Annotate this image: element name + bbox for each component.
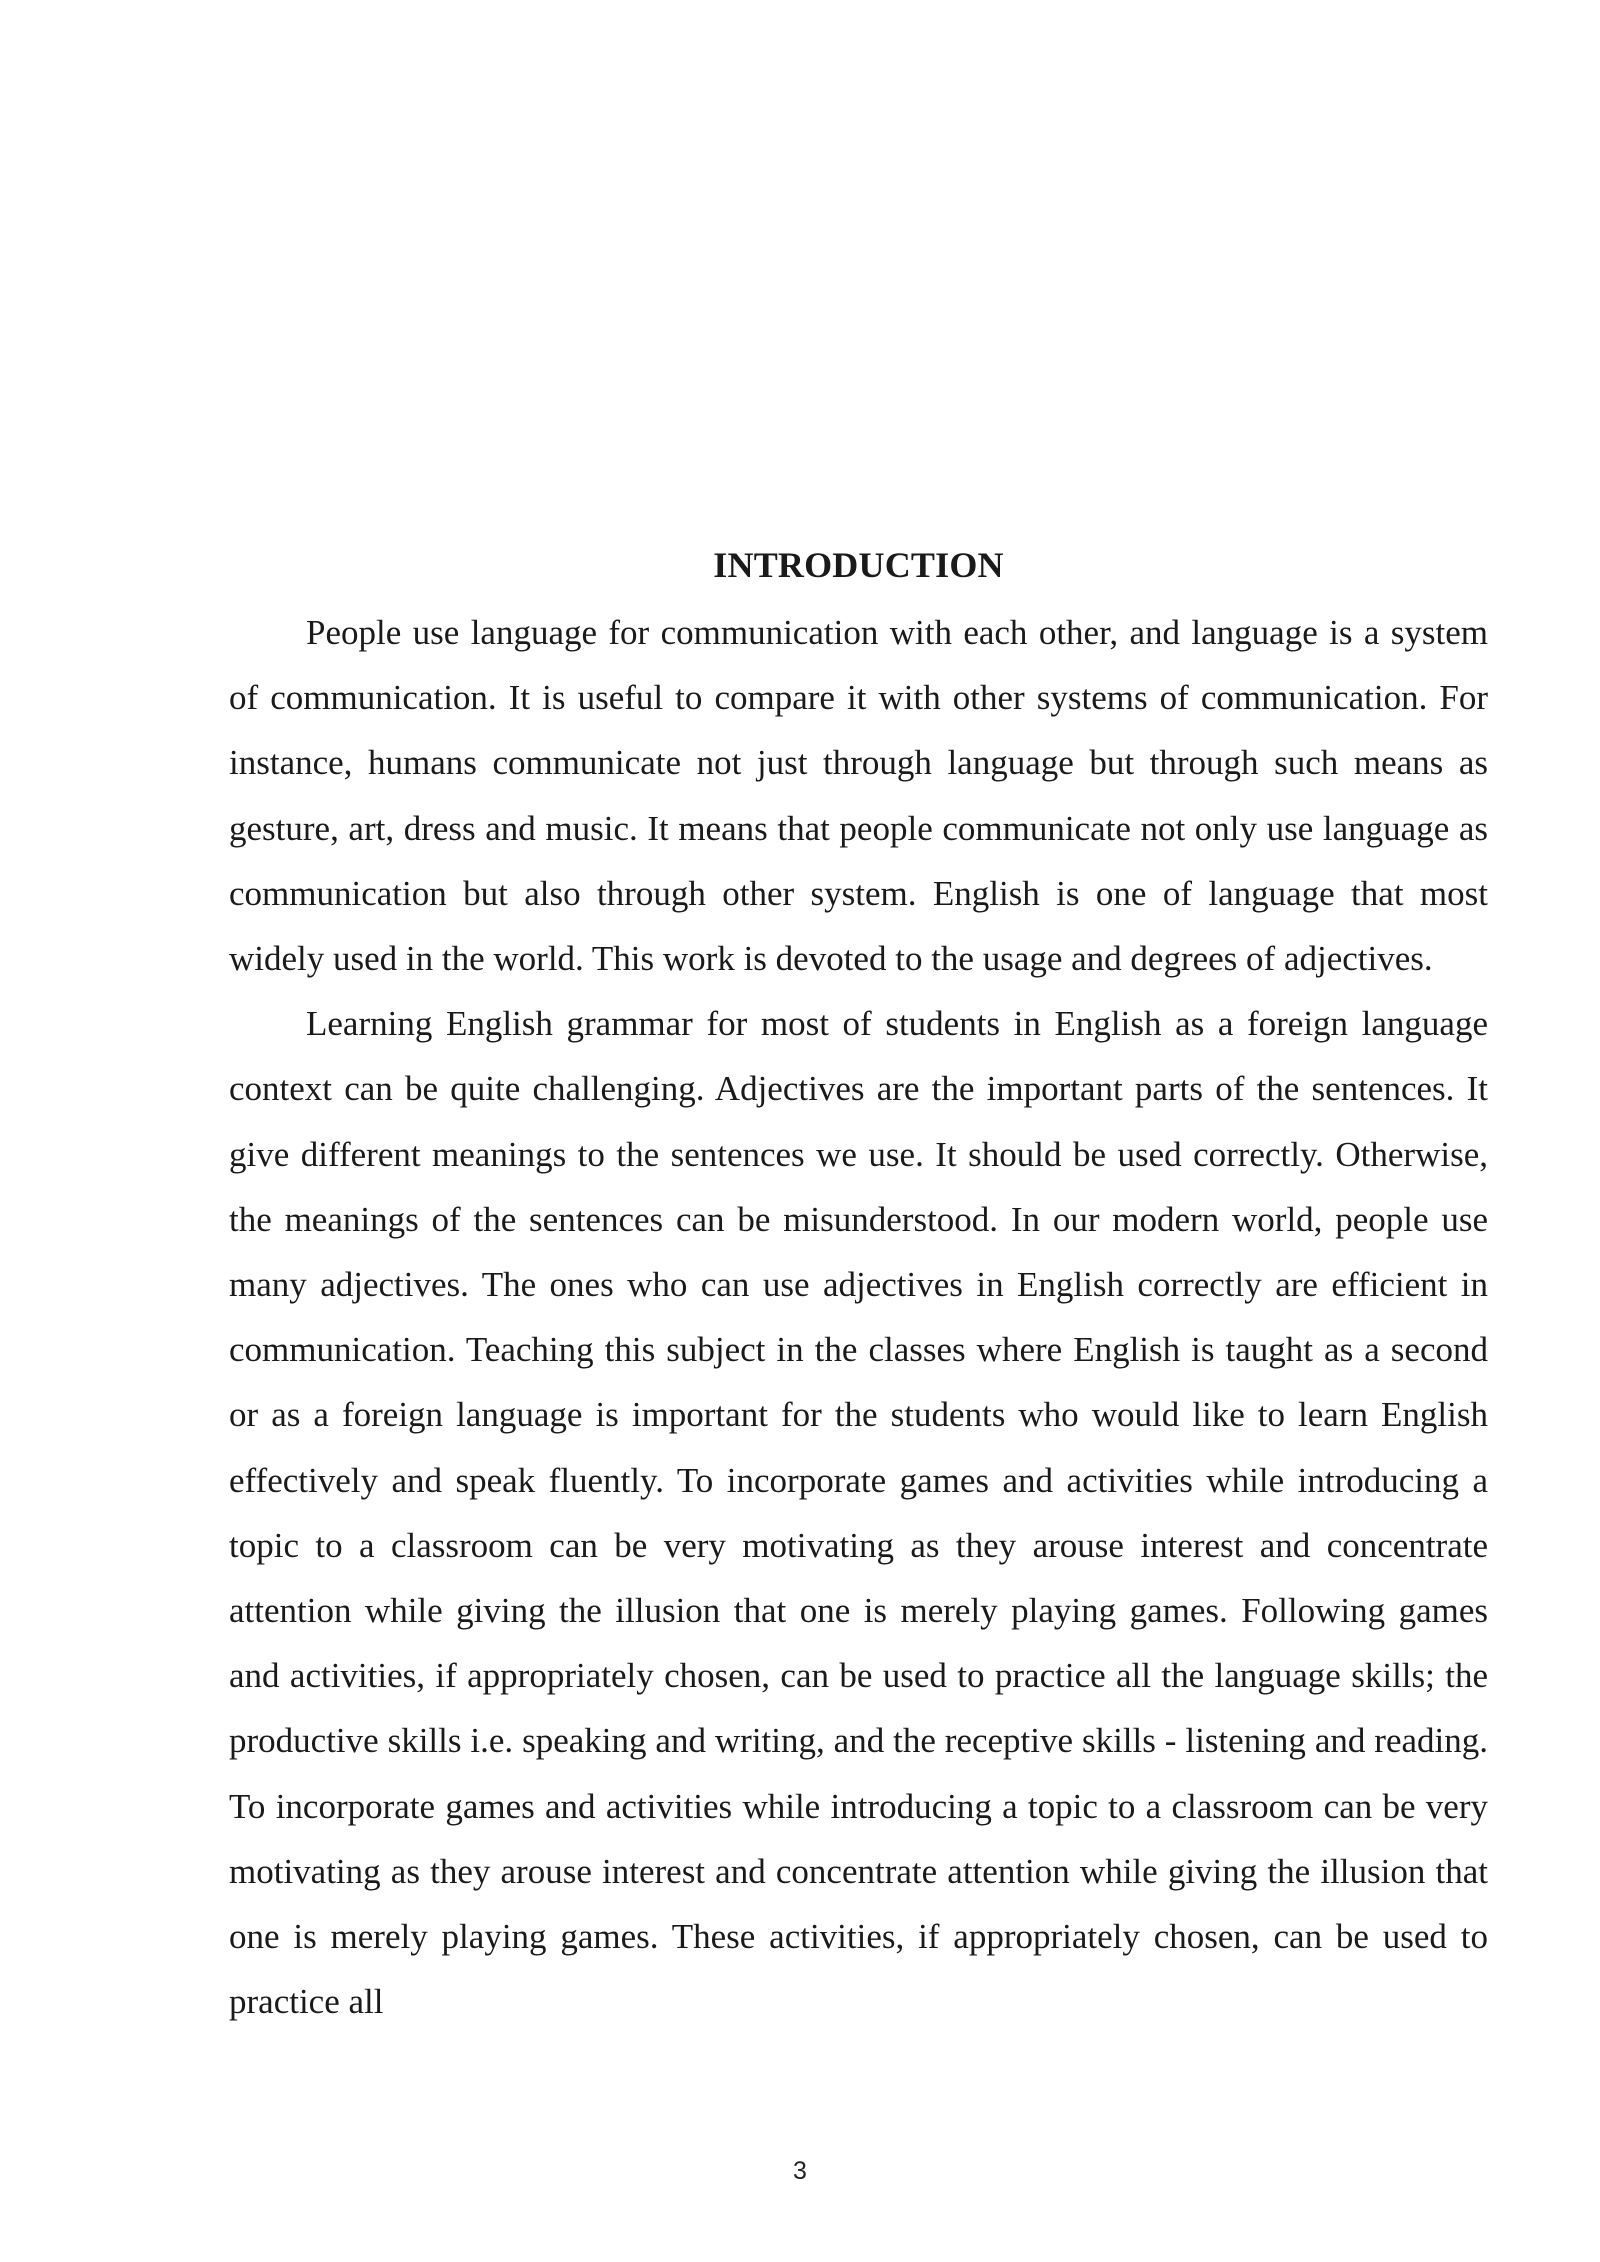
page-content (229, 530, 1488, 2034)
section-title: INTRODUCTION (713, 545, 1004, 585)
body-paragraph-1: People use language for communication with each other, and language is a system of communication. It is useful to compare it with other systems of communication. For instance, humans communicate not just through language but through such means as gesture, art, dress and music. It means that people communicate not only use language as communication but also through other system. English is one of language that most widely used in the world. This work is devoted to the usage and degrees of adjectives. (229, 613, 1488, 979)
body-paragraph-2: Learning English grammar for most of students in English as a foreign language context can be quite challenging. Adjectives are the important parts of the sentences. It give different meanings to the sentences we use. It should be used correctly. Otherwise, the meanings of the sentences can be misunderstood. In our modern world, people use many adjectives. The ones who can use adjectives in English correctly are efficient in communication. Teaching this subject in the classes where English is taught as a second or as a foreign language is important for the students who would like to learn English effectively and speak fluently. To incorporate games and activities while introducing a topic to a classroom can be very motivating as they arouse interest and concentrate attention while giving the illusion that one is merely playing games. Following games and activities, if appropriately chosen, can be used to practice all the language skills; the productive skills i.e. speaking and writing, and the receptive skills - listening and reading. To incorporate games and activities while introducing a topic to a classroom can be very motivating as they arouse interest and concentrate attention while giving the illusion that one is merely playing games. These activities, if appropriately chosen, can be used to practice all (229, 1004, 1488, 2022)
page-number: 3 (793, 2157, 807, 2185)
